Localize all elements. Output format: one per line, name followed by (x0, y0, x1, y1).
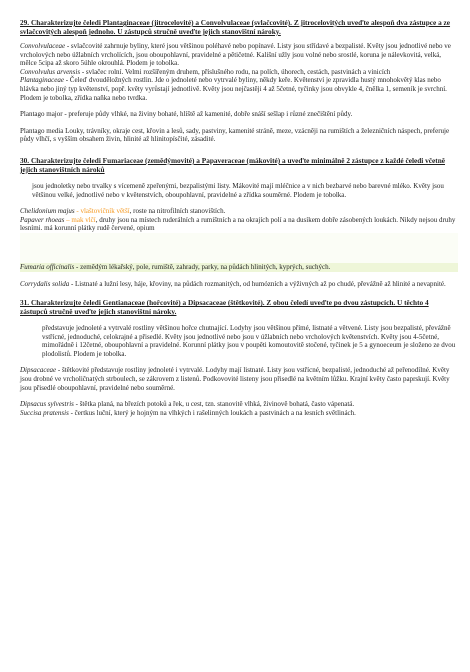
gentianaceae-paragraph: představuje jednoleté a vytrvalé rostliny většinou hořce chutnající. Lodyhy jsou většinou přímé, listnaté a větvené. Listy jsou bezpalisté, převážně vstřícné, jednoduché, celokrajné a přisedlé. Květy jsou jednotlivé nebo jsou v úžlabních nebo vrcholových květenstvích. Květy jsou 4-5četné, mimořádně i 12četné, oboupohlavní a pravidelné. Korunní plátky jsou v poupěti komoutovitě stočené, tyčinek je 5 a gynoeceum je složeno ze dvou plodolistů. Plodem je tobolka. (42, 324, 456, 358)
question-29-heading: 29. Charakterizujte čeledi Plantaginaceae (jitrocelovité) a Convolvulaceae (svlačcovité). Z jitrocelovitých uveďte alespoň dva zástupce a ze svlačcovitých alespoň jednoho. U zástupců stručně uveďte jejich stanovištní nároky. (20, 18, 451, 36)
convolvulus-text: - svlačec rolní. Velmi rozšířeným druhem, příslušného rodu, na polích, úhorech, cestách, pastvinách a vinicích (80, 67, 391, 76)
question-30-heading: 30. Charakterizujte čeledi Fumariaceae (zemědýmovité) a Papaveraceae (mákovité) a uveďte minimálně 2 zástupce z každé čeledi včetně jejich stanovištních nároků (20, 155, 445, 174)
question-31-heading: 31. Charakterizujte čeledi Gentianaceae (hořcovité) a Dipsacaceae (štětkovité). Z obou čeledí uveďte po dvou zástupcích. U těchto 4 zástupců stručně uveďte jejich stanovištní nároky. (20, 298, 429, 317)
papaver-text: , druhy jsou na místech ruderálních a rumištních a na okrajích polí a na dusíkem dobře zásobených loukách. Nikdy nejsou druhy lesními. má korunní plátky rudě červené, opium (20, 215, 456, 233)
term-papaver-rhoeas: Papaver rhoeas (20, 215, 65, 224)
term-dipsacus-sylvestris: Dipsacus sylvestris (20, 400, 74, 409)
dipsacaceae-paragraph (20, 366, 458, 392)
plantaginaceae-text: - Čeleď dvouděložných rostlin. Jde o jednoleté nebo vytrvalé byliny, někdy keře. Květenství je zpravidla hustý mnohokvětý klas nebo hlávka nebo jiný typ květenství, popř. květy vyrůstají jednotlivě. Květy jsou nejčastěji 4 až 5četné, tyčinky jsou obvykle 4, čnělka 1, semeník je svrchní. Plodem je tobolka, zřídka naňka nebo tvrdka. (20, 76, 447, 102)
term-convolvulus-arvensis: Convolvulus arvensis (20, 67, 81, 76)
succisa-text: - čertkus luční, který je hojným na vlhkých i rašelinných loukách a pastvinách a na lesních světlinách. (68, 408, 356, 417)
term-convolvulaceae: Convolvulaceae (20, 42, 66, 50)
corydalis-paragraph (20, 280, 458, 289)
dipsacaceae-text: - štětkovité představuje rostliny jednoleté i vytrvalé. Lodyhy mají listnaté. Listy jsou vstřícné, bezpalisté, jednoduché až peřenodílné. Květy jsou drobné ve vrcholičnatých strboulech, se zákrovem z listenů. Podkovovité listeny jsou přisedlé na květním lůžku. Krajní květy často paprskují. Květy jsou přisedlé oboupohlavní, pravidelné nebo souměrné. (20, 366, 450, 392)
corydalis-text: - Listnaté a lužní lesy, háje, křoviny, na půdách rozmanitých, od humózních a výživných až po chudé, převážně až hlinité a nevapnité. (69, 279, 446, 288)
term-corydalis-solida: Corrydalis solida (20, 279, 70, 288)
chelidonium-paragraph (20, 207, 458, 216)
term-fumaria-officinalis: Fumaria officinalis (20, 262, 75, 271)
chelidonium-common-name: - vlaštovičník větší (74, 207, 130, 216)
chelidonium-text: , roste na nitrofilních stanovištích. (129, 207, 226, 216)
fumaria-text: - zemědým lékařský, pole, rumiště, zahrady, parky, na půdách hlinitých, kyprých, suchých. (74, 262, 331, 271)
plantago-media-paragraph: Plantago media Louky, trávníky, okraje cest, křovin a lesů, sady, pastviny, kamenité stráně, meze, vzácněji na rumištích a železničních náspech, preferuje půdy vlhčí, s vyšším obsahem živin, hlinité až hlinitopísčité, zásadité. (20, 126, 450, 144)
highlight-blank-area (20, 233, 458, 263)
term-plantaginaceae: Plantaginaceae (20, 76, 64, 85)
term-dipsacaceae: Dipsacaceae (20, 366, 57, 375)
section-31 (20, 298, 458, 417)
plantaginaceae-paragraph (20, 76, 458, 102)
papaver-common-name: – mak vlčí (64, 215, 96, 224)
fumariaceae-papaveraceae-paragraph: jsou jednoletky nebo trvalky s vícemeně zpeřenými, bezpalistými listy. Mákovité mají mléčnice a v nich bezbarvé nebo barevné mléko. Květy jsou většinou velké, jednotlivé nebo v květenstvích, oboupohlavní, pravidelné a zřídka souměrné. Plodem je tobolka. (32, 181, 444, 199)
convolvulaceae-text: - svlačcovité zahrnuje byliny, které jsou většinou poléhavé nebo popínavé. Listy jsou střídavé a bezpalisté. Květy jsou jednotlivé nebo ve vrcholových nebo úžlabních vrcholících, jsou oboupohlavní, pravidelné a pětičetné. Kališní užly jsou volné nebo srostlé, koruna je nálevkovitá, velká, mělce 5cipa až skoro 5úhle okrouhlá. Plodem je tobolka. (20, 42, 451, 68)
papaver-paragraph (20, 216, 458, 233)
succisa-paragraph (20, 409, 458, 418)
convolvulus-paragraph (20, 68, 458, 77)
term-chelidonium-majus: Chelidonium majus (20, 207, 75, 216)
fumaria-paragraph (20, 263, 458, 272)
section-30 (20, 156, 458, 288)
term-succisa-pratensis: Succisa pratensis (20, 408, 69, 417)
dipsacus-paragraph (20, 400, 458, 409)
plantago-major-paragraph: Plantago major - preferuje půdy vlhké, na živiny bohaté, hlíště až kamenité, dobře snáší sešlap i různé znečištění půdy. (20, 110, 353, 119)
convolvulaceae-paragraph (20, 42, 458, 68)
dipsacus-text: - štětka planá, na březích potoků a řek, u cest, tzn. stanovitě vlhká, živinově bohatá, často vápenatá. (73, 400, 355, 409)
section-29 (20, 18, 458, 144)
